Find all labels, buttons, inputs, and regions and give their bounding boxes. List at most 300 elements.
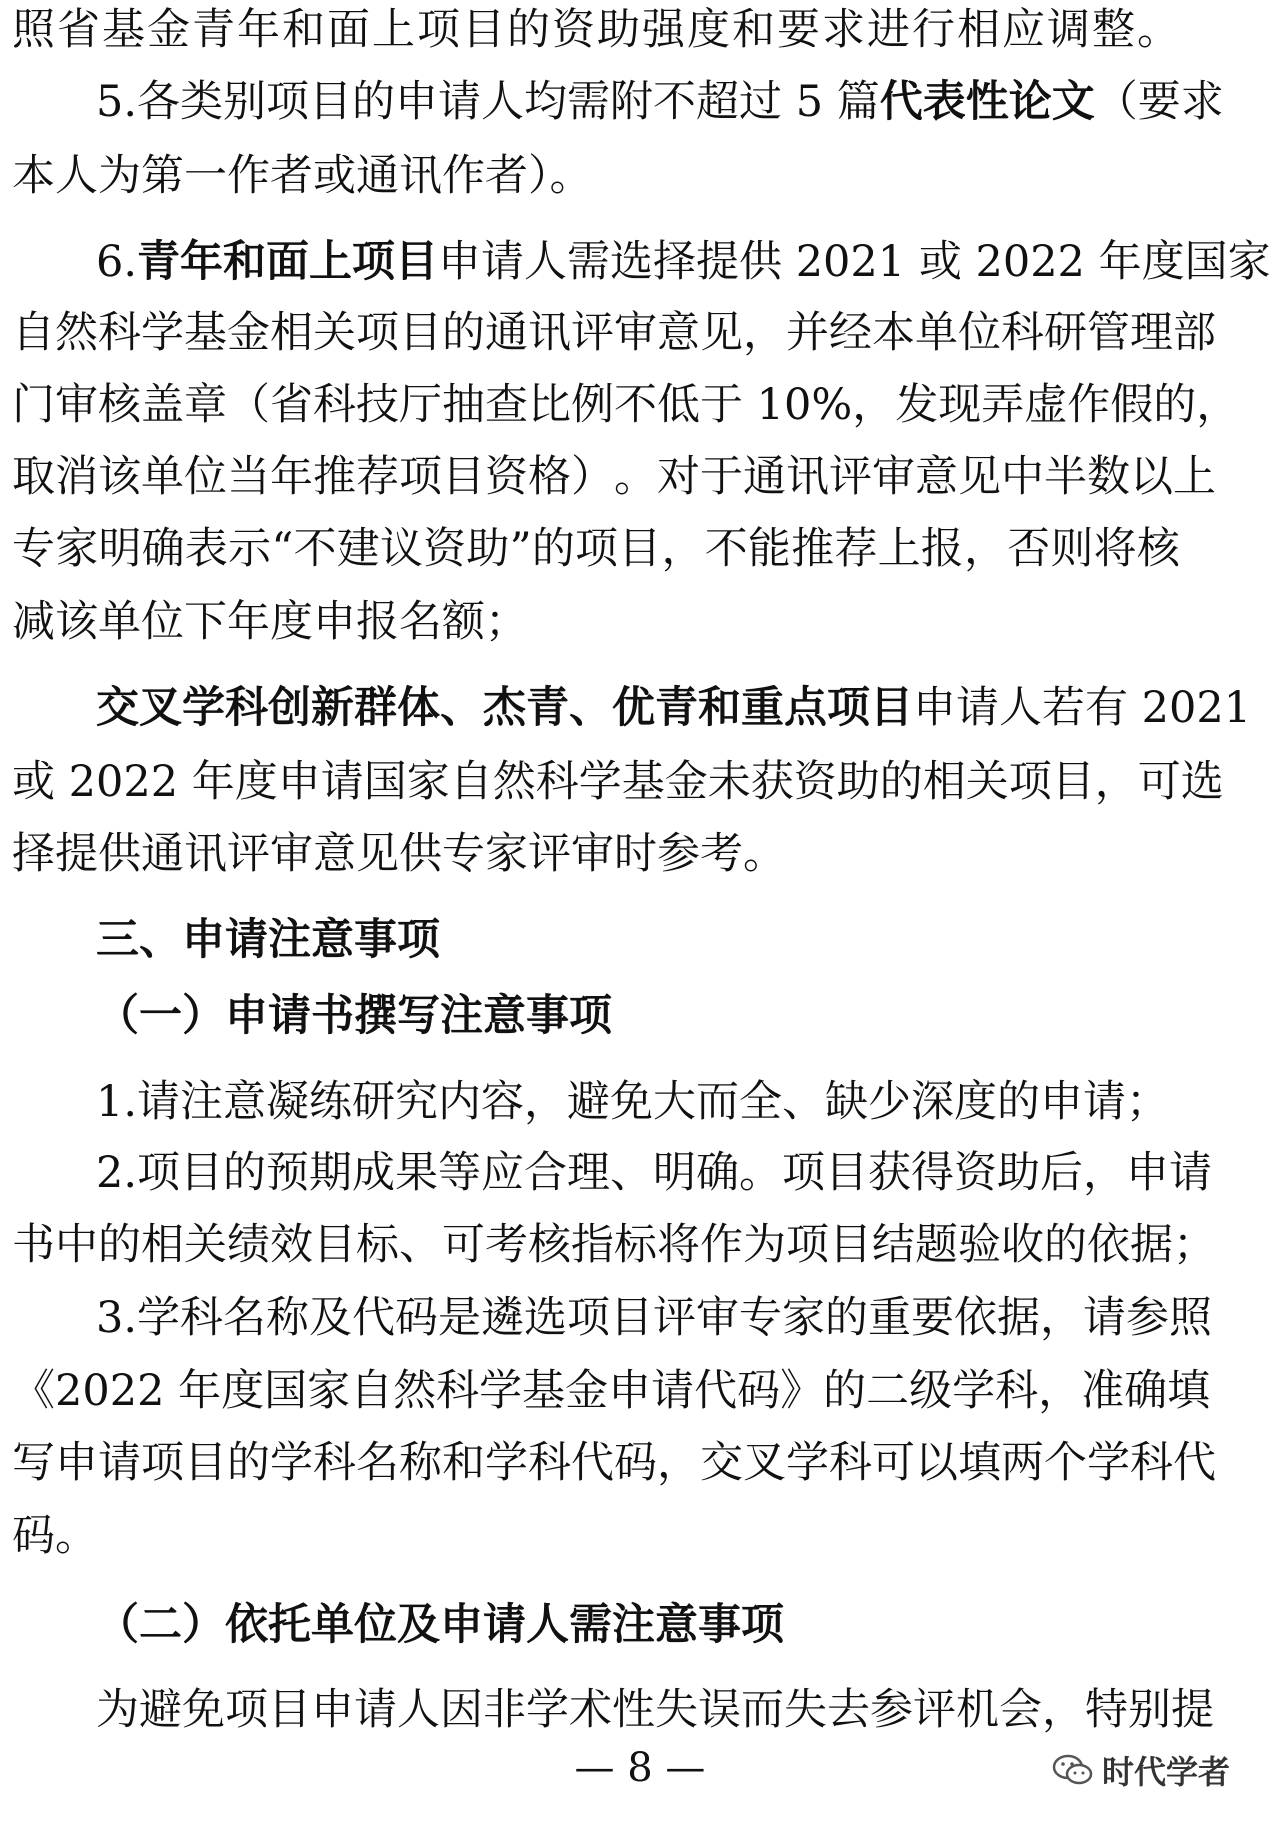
text-char: 该 [98, 452, 141, 502]
text-char: 格 [528, 452, 571, 502]
text-char: 3. [96, 1293, 138, 1343]
text-char: 确 [1124, 1366, 1168, 1416]
text-char: 弄 [981, 380, 1025, 430]
text-char: 荐 [834, 524, 878, 574]
text-char: 目 [313, 1220, 356, 1270]
text-char: 建 [336, 524, 380, 574]
text-char: 目 [399, 308, 442, 358]
text-char: 本 [872, 308, 915, 358]
text-char: 20 [1141, 683, 1197, 733]
text-char: 度 [221, 1366, 265, 1416]
text-char: 题 [915, 1220, 958, 1270]
text-char: 对 [657, 452, 700, 502]
text-char: 年 [270, 452, 313, 502]
text-segment: 1.请注意凝练研究内容，避免大而全、缺少深度的申请； [96, 1077, 1170, 1127]
text-char: 调 [1047, 5, 1090, 55]
text-char: 科 [829, 1438, 872, 1488]
text-char: 讯 [786, 452, 829, 502]
text-char: 填 [1167, 1366, 1211, 1416]
text-char: 去 [827, 1685, 870, 1735]
text-char: 合 [524, 1148, 568, 1198]
text-char: 科 [313, 1438, 356, 1488]
text-line [96, 910, 1180, 970]
text-char: 项 [827, 683, 870, 733]
text-char: 请 [320, 757, 364, 807]
text-char: 不 [614, 380, 657, 430]
text-char: 相 [922, 757, 966, 807]
text-char [782, 232, 796, 292]
text-char: 免 [182, 1685, 225, 1735]
text-char: 、 [440, 683, 483, 733]
text-char: 目 [462, 5, 505, 55]
text-char: 然 [393, 1366, 437, 1416]
text-char: 选 [524, 1293, 568, 1343]
text-char: 单 [141, 452, 184, 502]
text-char: 强 [642, 5, 685, 55]
text-char: 年 [180, 237, 224, 287]
watermark-text: 时代学者 [1102, 1753, 1231, 1791]
text-char: 人 [481, 77, 525, 127]
text-char: 人 [397, 1685, 440, 1735]
text-char: 请 [956, 683, 999, 733]
text-char: 代 [694, 1366, 738, 1416]
text-char: 为 [96, 1685, 139, 1735]
text-char: 通 [485, 308, 528, 358]
text-char: 比 [528, 380, 571, 430]
text-char: 因 [440, 1685, 483, 1735]
text-char: 专 [12, 524, 55, 574]
text-char: 目 [618, 524, 662, 574]
page-number: — 8 — [574, 1745, 706, 1791]
text-char: 推 [313, 452, 356, 502]
text-char: 省 [270, 380, 313, 430]
text-char: 请 [481, 237, 525, 287]
text-char: 的 [823, 1366, 867, 1416]
text-char: 家 [782, 1293, 826, 1343]
text-char: 代 [1173, 1438, 1216, 1488]
text-char: 然 [492, 757, 536, 807]
text-char: 确 [696, 1148, 740, 1198]
text-char: 均 [524, 77, 568, 127]
text-char: 不 [704, 524, 748, 574]
text-char: 需 [567, 237, 611, 287]
text-char: 示 [228, 524, 272, 574]
text-char: ， [1038, 1366, 1082, 1416]
text-char: 讯 [528, 308, 571, 358]
text-line [12, 824, 1180, 884]
text-line [96, 1072, 1180, 1132]
text-char: 22 [109, 1366, 165, 1416]
text-char: 会 [999, 1685, 1042, 1735]
text-char: ” [509, 524, 532, 574]
text-char: 预 [266, 1148, 310, 1198]
text-char: 申 [608, 1366, 652, 1416]
text-char: 审 [55, 380, 98, 430]
text-char: 提 [1171, 1685, 1214, 1735]
text-char: 推 [791, 524, 835, 574]
text-char: 资 [552, 5, 595, 55]
text-char: 和 [282, 5, 325, 55]
text-char [1128, 678, 1142, 738]
text-char: 请 [438, 77, 482, 127]
text-char: 以 [1130, 452, 1173, 502]
text-char: 得 [911, 1148, 955, 1198]
text-char: 助 [997, 1148, 1041, 1198]
text-char: 议 [379, 524, 423, 574]
text-char: ， [1196, 380, 1240, 430]
text-char: 确 [141, 524, 185, 574]
text-char: 荐 [356, 452, 399, 502]
text-char: 作 [700, 1220, 743, 1270]
text-char: 评 [653, 1293, 697, 1343]
text-char: 创 [268, 683, 311, 733]
text-char: 学 [526, 1685, 569, 1735]
text-char: 度 [234, 757, 278, 807]
text-char: 核 [528, 1220, 571, 1270]
text-line [12, 519, 1180, 579]
text-char: 科 [995, 1366, 1039, 1416]
text-char: 交 [96, 683, 139, 733]
text-char: 科 [535, 757, 579, 807]
text-char: 遴 [481, 1293, 525, 1343]
text-char: 人 [999, 683, 1042, 733]
text-char: 篇 [836, 77, 880, 127]
text-char: 后 [1040, 1148, 1084, 1198]
text-char: 的 [223, 1148, 267, 1198]
text-char: 码 [614, 1438, 657, 1488]
text-char: 年 [237, 5, 280, 55]
text-char: 学 [786, 1438, 829, 1488]
text-char: 体 [397, 683, 440, 733]
text-char: ） [571, 452, 614, 502]
text-char: 取 [12, 452, 55, 502]
text-char: 论 [1008, 77, 1052, 127]
text-line [12, 1506, 1180, 1566]
text-char: 评 [913, 1685, 956, 1735]
text-char: 通 [743, 452, 786, 502]
text-char: 考 [485, 1220, 528, 1270]
text-char: 当 [227, 452, 270, 502]
text-char: 代 [879, 77, 923, 127]
text-char: 21 [1196, 683, 1252, 733]
text-char: 失 [655, 1685, 698, 1735]
text-char: 基 [184, 308, 227, 358]
text-char: 项 [786, 1220, 829, 1270]
text-char: 不 [293, 524, 337, 574]
text-char: 非 [483, 1685, 526, 1735]
text-char: 写 [12, 1438, 55, 1488]
text-char [164, 1361, 178, 1421]
text-char: 请 [651, 1366, 695, 1416]
text-char: 项 [567, 1293, 611, 1343]
text-char: 的 [442, 308, 485, 358]
text-char: 抽 [442, 380, 485, 430]
text-char: 请 [1169, 1148, 1213, 1198]
text-line [12, 303, 1216, 363]
text-char: 相 [957, 5, 1000, 55]
text-char: 面 [327, 5, 370, 55]
text-char: 21 [850, 237, 906, 287]
text-char: 助 [597, 5, 640, 55]
text-char: 管 [1087, 308, 1130, 358]
text-char: 核 [1136, 524, 1180, 574]
text-char: 目 [1051, 757, 1095, 807]
text-char: 理 [1130, 308, 1173, 358]
text-char: 学 [479, 1366, 523, 1416]
text-segment: 减该单位下年度申报名额； [12, 597, 528, 647]
text-char: 名 [356, 1438, 399, 1488]
text-char [178, 752, 192, 812]
text-char: 结 [872, 1220, 915, 1270]
text-char: 的 [1044, 1220, 1087, 1270]
text-segment: 三、申请注意事项 [96, 915, 440, 965]
text-char: 表 [922, 77, 966, 127]
text-char: 基 [522, 1366, 566, 1416]
text-char: 。 [739, 1148, 783, 1198]
text-char: 6. [96, 237, 138, 287]
text-char: 有 [1085, 683, 1128, 733]
text-char: 特 [1085, 1685, 1128, 1735]
text-char: 要 [1137, 77, 1181, 127]
text-char: 例 [571, 380, 614, 430]
text-char: 技 [356, 380, 399, 430]
text-segment: 码。 [12, 1511, 98, 1561]
text-char: 部 [1173, 308, 1216, 358]
text-char: 二 [866, 1366, 910, 1416]
text-char: 审 [614, 308, 657, 358]
text-char: 要 [911, 1293, 955, 1343]
text-char: 自 [12, 308, 55, 358]
text-char: 学 [485, 1438, 528, 1488]
text-char: （ [227, 380, 270, 430]
text-char: 专 [739, 1293, 783, 1343]
text-char: ， [964, 524, 1007, 574]
text-char: 文 [1051, 77, 1095, 127]
text-char: 资 [485, 452, 528, 502]
text-char: 申 [311, 1685, 354, 1735]
text-char: 科 [1001, 308, 1044, 358]
text-char: 项 [141, 1438, 184, 1488]
text-char: 要 [777, 5, 820, 55]
text-char: 和 [732, 5, 775, 55]
text-char: 超 [696, 77, 740, 127]
text-char: 资 [793, 757, 837, 807]
text-char: 目 [442, 452, 485, 502]
text-char: 位 [958, 308, 1001, 358]
text-char: 审 [872, 452, 915, 502]
text-char: 申 [395, 77, 439, 127]
text-char: 、 [610, 1148, 654, 1198]
text-char: ， [1094, 757, 1138, 807]
text-char: 以 [915, 1438, 958, 1488]
text-char [55, 752, 69, 812]
text-char: 0% [784, 380, 853, 430]
text-char: 选 [610, 237, 654, 287]
text-char: 术 [569, 1685, 612, 1735]
text-char: 可 [1137, 757, 1181, 807]
text-char: 期 [309, 1148, 353, 1198]
text-char: 金 [227, 308, 270, 358]
text-char: 进 [867, 5, 910, 55]
text-char: 》 [780, 1366, 824, 1416]
text-char: 学 [137, 1293, 181, 1343]
text-char [743, 375, 757, 435]
text-char: 依 [954, 1293, 998, 1343]
text-char: 获 [868, 1148, 912, 1198]
text-char: 为 [743, 1220, 786, 1270]
text-char: 科 [528, 1438, 571, 1488]
text-char: 名 [223, 1293, 267, 1343]
text-char: 见 [700, 308, 743, 358]
text-char: 优 [612, 683, 655, 733]
text-char: 消 [55, 452, 98, 502]
text-char: 门 [12, 380, 55, 430]
text-char: 20 [795, 237, 851, 287]
text-char: 或 [918, 237, 962, 287]
text-char: ， [852, 380, 896, 430]
text-line [96, 678, 1252, 738]
text-char: 求 [1180, 77, 1224, 127]
text-char: ， [1042, 1685, 1085, 1735]
text-char: 照 [12, 5, 55, 55]
text-char: 项 [225, 1685, 268, 1735]
text-char: 金 [565, 1366, 609, 1416]
text-char: 报 [920, 524, 964, 574]
text-char: 请 [98, 1438, 141, 1488]
text-char: 验 [958, 1220, 1001, 1270]
text-line [12, 752, 1224, 812]
text-char: 。 [614, 452, 657, 502]
text-char: 学 [270, 1438, 313, 1488]
text-char: 申 [55, 1438, 98, 1488]
text-char: 可 [442, 1220, 485, 1270]
text-char: 然 [55, 308, 98, 358]
text-char: 于 [700, 380, 743, 430]
text-char [823, 72, 837, 132]
text-char: 据 [997, 1293, 1041, 1343]
text-char: 项 [352, 237, 396, 287]
text-char: 目 [610, 1293, 654, 1343]
text-char: 相 [270, 308, 313, 358]
text-char: 别 [223, 77, 267, 127]
text-char: 整 [1092, 5, 1135, 55]
text-char: 科 [98, 308, 141, 358]
text-char: 若 [1042, 683, 1085, 733]
text-char: 发 [895, 380, 939, 430]
text-char: 22 [123, 757, 179, 807]
text-char: 码 [737, 1366, 781, 1416]
text-char: 资 [954, 1148, 998, 1198]
text-char: 明 [653, 1148, 697, 1198]
text-char [1085, 232, 1099, 292]
text-char: 称 [266, 1293, 310, 1343]
text-char: 机 [956, 1685, 999, 1735]
text-line [96, 72, 1224, 132]
watermark [1052, 1748, 1230, 1792]
text-char: 中 [55, 1220, 98, 1270]
text-char: 未 [707, 757, 751, 807]
text-char: 别 [1128, 1685, 1171, 1735]
text-char: 科 [1130, 1438, 1173, 1488]
text-char: 并 [786, 308, 829, 358]
text-char: 据 [1130, 1220, 1173, 1270]
text-char: 目 [829, 1220, 872, 1270]
text-char: 则 [1050, 524, 1094, 574]
text-line [12, 0, 1180, 60]
text-char: 择 [653, 237, 697, 287]
text-char: 项 [575, 524, 619, 574]
text-char: 20 [68, 757, 124, 807]
text-line [12, 592, 1180, 652]
text-char: 1 [756, 380, 785, 430]
text-char: 避 [139, 1685, 182, 1735]
text-char: 申 [1126, 1148, 1170, 1198]
text-char: 依 [1087, 1220, 1130, 1270]
text-char: 22 [1030, 237, 1085, 287]
text-line [12, 1433, 1216, 1493]
text-char: 表 [184, 524, 228, 574]
text-char: 5 [795, 77, 824, 127]
text-char: 上 [877, 524, 921, 574]
text-char: 等 [438, 1148, 482, 1198]
text-char: 自 [350, 1366, 394, 1416]
text-char: 学 [182, 683, 225, 733]
text-char: 青 [526, 683, 569, 733]
text-char: 金 [147, 5, 190, 55]
text-line [12, 1361, 1211, 1421]
text-char: 项 [782, 1148, 826, 1198]
text-char: 低 [657, 380, 700, 430]
text-char: 供 [739, 237, 783, 287]
text-char: 求 [822, 5, 865, 55]
text-char: 获 [750, 757, 794, 807]
text-char: 请 [354, 1685, 397, 1735]
text-char: 称 [399, 1438, 442, 1488]
text-char: 请 [1083, 1293, 1127, 1343]
text-char: 关 [313, 308, 356, 358]
text-char: 省 [57, 5, 100, 55]
text-char: 叉 [743, 1438, 786, 1488]
text-char: 家 [307, 1366, 351, 1416]
text-char: 需 [567, 77, 611, 127]
text-char: 国 [363, 757, 407, 807]
text-char: 点 [784, 683, 827, 733]
text-char: 年 [191, 757, 235, 807]
text-char: 性 [965, 77, 1009, 127]
text-char: 准 [1081, 1366, 1125, 1416]
text-char: 的 [825, 1293, 869, 1343]
text-char: 金 [664, 757, 708, 807]
text-char: 将 [1093, 524, 1137, 574]
text-char: ， [1040, 1293, 1084, 1343]
text-char: 叉 [139, 683, 182, 733]
text-char: 而 [741, 1685, 784, 1735]
text-char: 青 [655, 683, 698, 733]
text-segment: （二）依托单位及申请人需注意事项 [96, 1600, 784, 1650]
text-char: 学 [578, 757, 622, 807]
text-char: 填 [958, 1438, 1001, 1488]
text-char: 的 [531, 524, 575, 574]
text-char: 基 [102, 5, 145, 55]
text-line [12, 1215, 1216, 1275]
text-char: 失 [784, 1685, 827, 1735]
text-char: 、 [399, 1220, 442, 1270]
text-char: 的 [879, 757, 923, 807]
text-char [962, 232, 976, 292]
text-char: 20 [975, 237, 1031, 287]
text-char: 年 [1098, 237, 1142, 287]
text-line [96, 232, 1271, 292]
